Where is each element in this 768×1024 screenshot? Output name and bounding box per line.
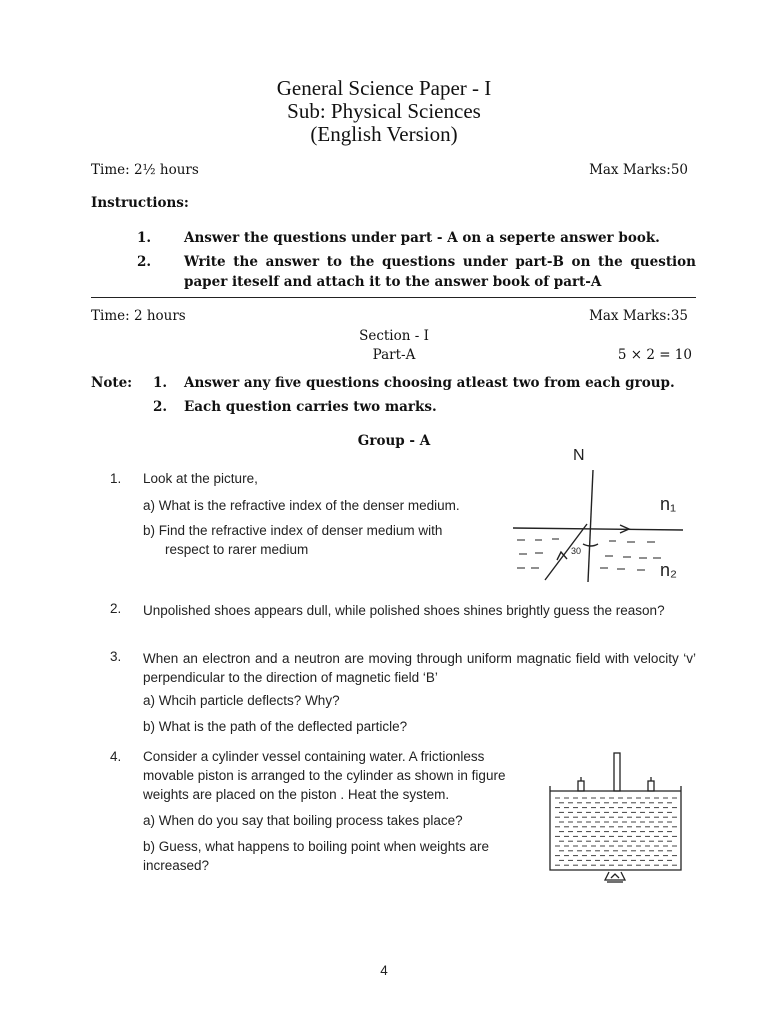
instruction-number-2: 2. [137,254,152,270]
question-3b: b) What is the path of the deflected particle? [143,719,408,734]
time-total: Time: 2½ hours [91,162,199,178]
section-marks: 5 × 2 = 10 [617,347,692,363]
question-4-number: 4. [110,749,122,764]
max-marks-total: Max Marks:50 [589,162,688,178]
question-4-line-1: Consider a cylinder vessel containing water. A frictionless [143,749,485,764]
section-name: Section - I [359,328,429,344]
question-3-text: When an electron and a neutron are moving through uniform magnatic field with velocity ‘v’ perpendicular to the direction of magnetic field ‘B’ [143,651,696,685]
note-label: Note: [91,375,133,391]
paper-subject: Sub: Physical Sciences [287,99,481,123]
paper-title: General Science Paper - I [276,76,492,100]
divider-line [91,297,696,298]
question-1b-cont: respect to rarer medium [165,542,309,557]
question-2-text: Unpolished shoes appears dull, while polished shoes shines brightly guess the reason? [143,603,665,618]
question-1-number: 1. [110,471,122,486]
question-4-line-3: weights are placed on the piston . Heat the system. [143,787,450,802]
normal-label: N [573,447,585,464]
note-number-2: 2. [153,399,168,415]
question-1a: a) What is the refractive index of the denser medium. [143,498,460,513]
paper-version: (English Version) [310,122,458,146]
question-3-number: 3. [110,649,122,664]
page-number: 4 [380,963,388,978]
medium-1-label: n₁ [660,494,677,514]
question-1-text: Look at the picture, [143,471,258,486]
note-text-1: Answer any five questions choosing atleast two from each group. [184,375,675,391]
medium-2-label: n₂ [660,560,677,580]
instruction-number-1: 1. [137,230,152,246]
instructions-heading: Instructions: [91,195,189,211]
instruction-text-2: Write the answer to the questions under part-B on the question [184,254,696,270]
angle-label: 30 [571,546,582,556]
instruction-text-1: Answer the questions under part - A on a seperte answer book. [184,230,660,246]
question-1b: b) Find the refractive index of denser medium with [143,523,443,538]
time-part: Time: 2 hours [91,308,186,324]
section-part: Part-A [372,347,416,363]
question-4a: a) When do you say that boiling process takes place? [143,813,463,828]
group-heading: Group - A [357,433,431,449]
cylinder-piston-diagram [545,748,685,893]
question-4b-cont: increased? [143,858,210,873]
note-number-1: 1. [153,375,168,391]
question-4b: b) Guess, what happens to boiling point when weights are [143,839,489,854]
question-3a: a) Whcih particle deflects? Why? [143,693,340,708]
instruction-text-2-cont: paper iteself and attach it to the answer book of part-A [184,274,602,290]
question-4-line-2: movable piston is arranged to the cylinder as shown in figure [143,768,506,783]
question-2-number: 2. [110,601,122,616]
max-marks-part: Max Marks:35 [589,308,688,324]
refraction-diagram [505,440,705,590]
note-text-2: Each question carries two marks. [184,399,437,415]
